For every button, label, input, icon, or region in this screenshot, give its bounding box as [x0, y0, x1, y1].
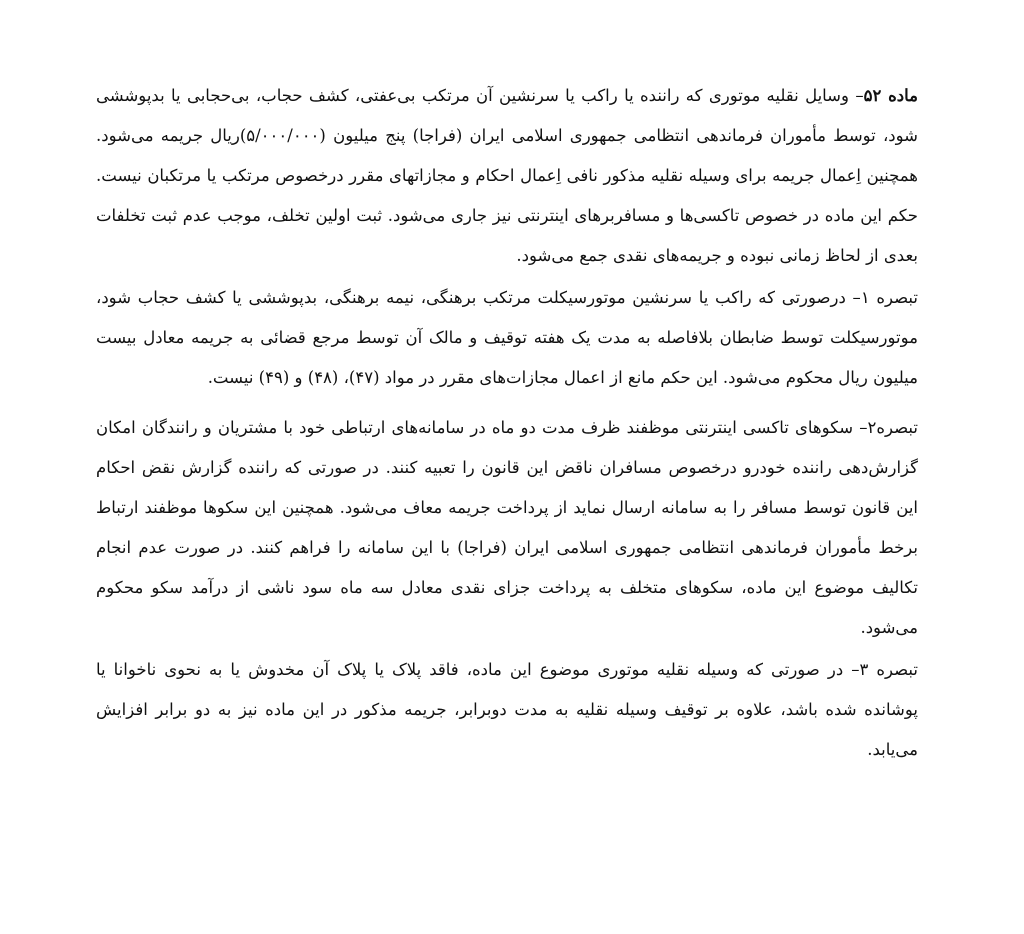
article-52-paragraph [96, 76, 918, 276]
document-page [96, 76, 918, 770]
note-1-paragraph: تبصره ۱– درصورتی که راکب یا سرنشین موتورسیکلت مرتکب برهنگی، نیمه برهنگی، بدپوششی یا کشف حجاب شود، موتورسیکلت توسط ضابطان بلافاصله به مدت یک هفته توقیف و مالک آن توسط مرجع قضائی به جریمه معادل بیست میلیون ریال محکوم می‌شود. این حکم مانع از اعمال مجازات‌های مقرر در مواد (۴۷)، (۴۸) و (۴۹) نیست. [96, 288, 919, 387]
paragraph-spacer [96, 398, 918, 408]
note-2-paragraph: تبصره۲– سکوهای تاکسی اینترنتی موظفند ظرف مدت دو ماه در سامانه‌های ارتباطی خود با مشتریان و رانندگان امکان گزارش‌دهی راننده خودرو درخصوص مسافران ناقض این قانون را تعبیه کنند. در صورتی که راننده گزارش نقض احکام این قانون توسط مسافر را به سامانه ارسال نماید از پرداخت جریمه معاف می‌شود. همچنین این سکوها موظفند ارتباط برخط مأموران فرماندهی انتظامی جمهوری اسلامی ایران (فراجا) با این سامانه را فراهم کنند. در صورت عدم انجام تکالیف موضوع این ماده، سکوهای متخلف به پرداخت جزای نقدی معادل سه ماه سود ناشی از درآمد سکو محکوم می‌شود. [96, 418, 918, 637]
article-52-heading: ماده ۵۲ [863, 86, 919, 105]
note-3-paragraph: تبصره ۳– در صورتی که وسیله نقلیه موتوری موضوع این ماده، فاقد پلاک یا پلاک آن مخدوش یا به نحوی ناخوانا یا پوشانده شده باشد، علاوه بر توقیف وسیله نقلیه به مدت دوبرابر، جریمه مذکور در این ماده نیز به دو برابر افزایش می‌یابد. [96, 660, 918, 759]
article-52-body: – وسایل نقلیه موتوری که راننده یا راکب یا سرنشین آن مرتکب بی‌عفتی، کشف حجاب، بی‌حجابی یا بدپوششی شود، توسط مأموران فرماندهی انتظامی جمهوری اسلامی ایران (فراجا) پنج میلیون (۵/۰۰۰/۰۰۰)ریال جریمه می‌شود. همچنین اِعمال جریمه برای وسیله نقلیه مذکور نافی اِعمال احکام و مجازاتهای مقرر درخصوص مرتکب یا مرتکبان نیست. حکم این ماده در خصوص تاکسی‌ها و مسافربرهای اینترنتی نیز جاری می‌شود. ثبت اولین تخلف، موجب عدم ثبت تخلفات بعدی از لحاظ زمانی نبوده و جریمه‌های نقدی جمع می‌شود. [96, 86, 918, 265]
